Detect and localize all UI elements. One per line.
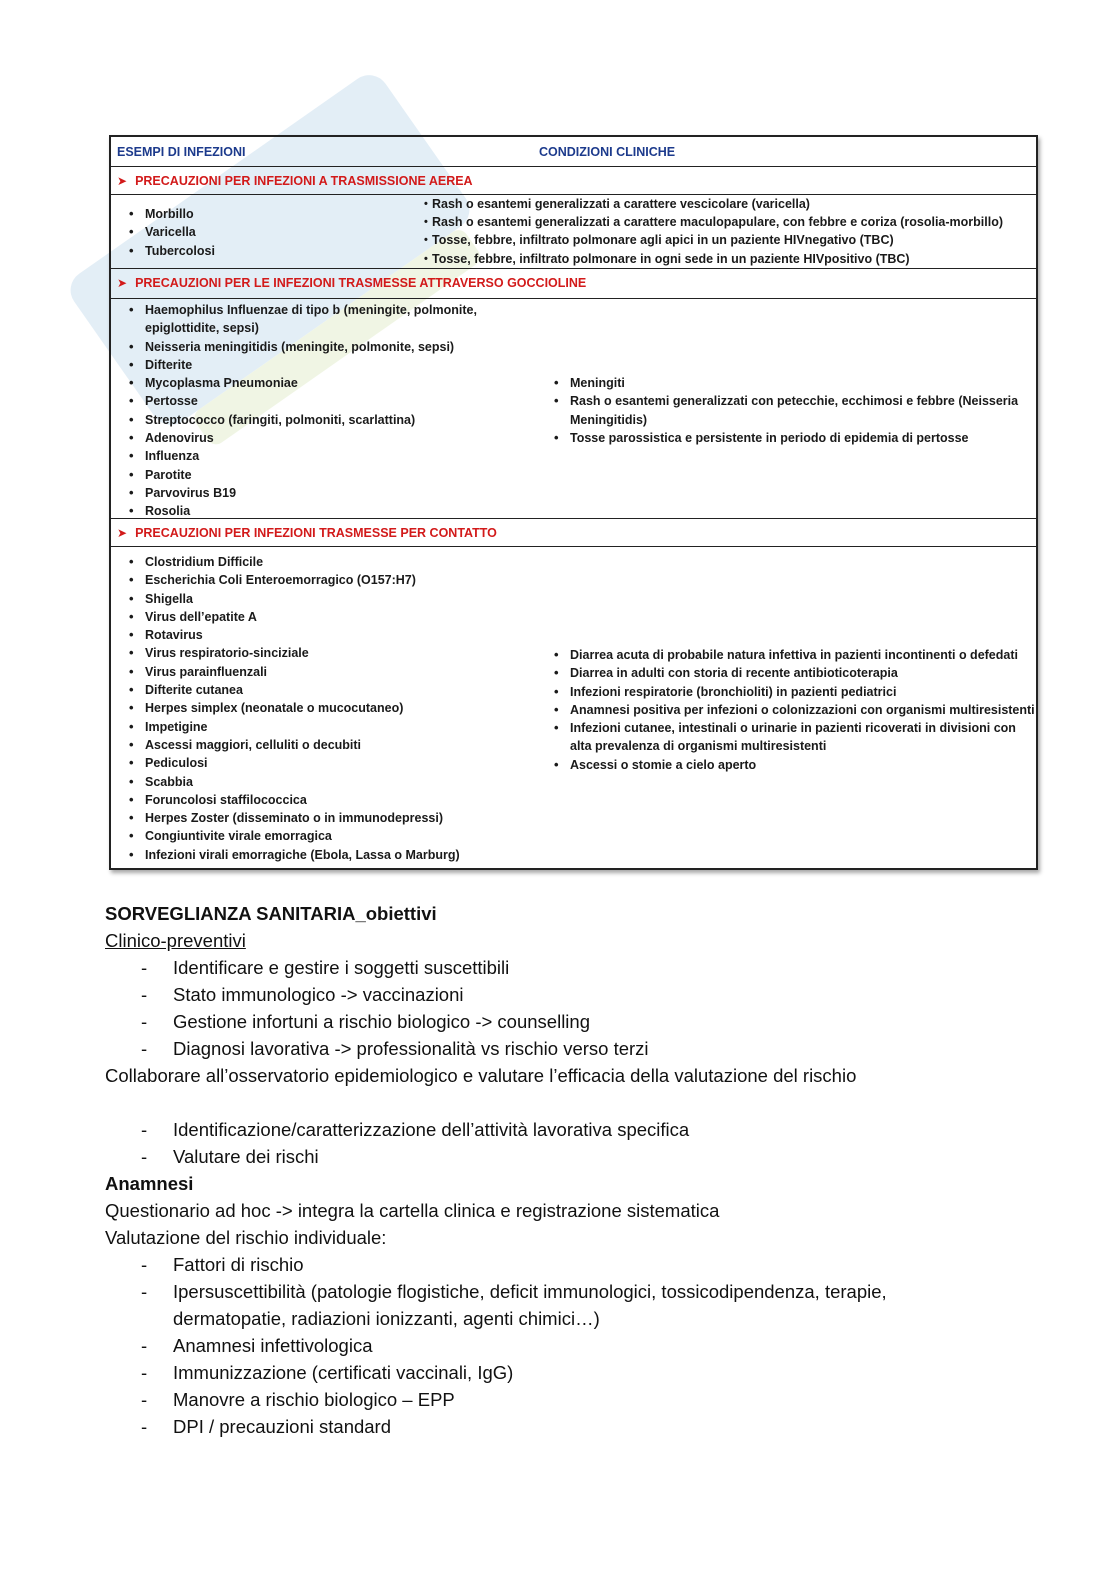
document-body	[105, 900, 1005, 1440]
paragraph: Questionario ad hoc -> integra la cartella clinica e registrazione sistematica	[105, 1200, 720, 1221]
paragraph: Valutazione del rischio individuale:	[105, 1227, 387, 1248]
list-item: • Tubercolosi	[125, 242, 215, 260]
list-item: • Influenza	[125, 447, 505, 465]
section-title-row	[111, 167, 1036, 195]
list-item: • Foruncolosi staffilococcica	[125, 791, 525, 809]
list-item: • Tosse, febbre, infiltrato polmonare agli apici in un paziente HIVnegativo (TBC)	[424, 231, 1003, 249]
list-item: • Pediculosi	[125, 754, 525, 772]
list-item: • Escherichia Coli Enteroemorragico (O157:H7)	[125, 571, 525, 589]
list-item: • Pertosse	[125, 392, 505, 410]
list-item: • Haemophilus Influenzae di tipo b (meningite, polmonite, epiglottidite, sepsi)	[125, 301, 505, 338]
paragraph: Collaborare all’osservatorio epidemiologico e valutare l’efficacia della valutazione del rischio	[105, 1065, 857, 1086]
list-item: • Streptococco (faringiti, polmoniti, scarlattina)	[125, 411, 505, 429]
list-item: • Infezioni respiratorie (bronchioliti) in pazienti pediatrici	[550, 683, 1036, 701]
list-item: • Meningiti	[550, 374, 1020, 392]
table-header-row	[111, 137, 1036, 167]
list-item: • Rash o esantemi generalizzati a carattere maculopapulare, con febbre e coriza (rosolia-morbillo)	[424, 213, 1003, 231]
infection-list	[125, 301, 505, 521]
list-item: - Identificazione/caratterizzazione dell’attività lavorativa specifica	[141, 1119, 690, 1140]
list-item: • Rash o esantemi generalizzati a carattere vescicolare (varicella)	[424, 195, 1003, 213]
list-item: • Herpes Zoster (disseminato o in immunodepressi)	[125, 809, 525, 827]
header-conditions: CONDIZIONI CLINICHE	[539, 145, 676, 159]
list-item: • Scabbia	[125, 773, 525, 791]
arrow-icon: ➤	[117, 276, 128, 290]
section-content-row	[111, 195, 1036, 269]
list-item: • Adenovirus	[125, 429, 505, 447]
subheading: Clinico-preventivi	[105, 930, 246, 951]
list-item: • Tosse, febbre, infiltrato polmonare in ogni sede in un paziente HIVpositivo (TBC)	[424, 250, 1003, 268]
list-item: • Clostridium Difficile	[125, 553, 525, 571]
condition-list	[550, 646, 1036, 774]
list-item: • Shigella	[125, 590, 525, 608]
list-item: • Ascessi o stomie a cielo aperto	[550, 756, 1036, 774]
list-item: - Valutare dei rischi	[141, 1146, 319, 1167]
list-item: • Ascessi maggiori, celluliti o decubiti	[125, 736, 525, 754]
list-item: - Stato immunologico -> vaccinazioni	[141, 984, 464, 1005]
arrow-icon: ➤	[117, 174, 128, 188]
section-content-row	[111, 547, 1036, 868]
list-item: • Tosse parossistica e persistente in periodo di epidemia di pertosse	[550, 429, 1020, 447]
list-item: - Diagnosi lavorativa -> professionalità vs rischio verso terzi	[141, 1038, 649, 1059]
list-item: • Virus dell’epatite A	[125, 608, 525, 626]
header-infections: ESEMPI DI INFEZIONI	[117, 145, 246, 159]
list-item: • Infezioni cutanee, intestinali o urinarie in pazienti ricoverati in divisioni con alta prevalenza di organismi multiresistenti	[550, 719, 1036, 756]
list-item: - Identificare e gestire i soggetti suscettibili	[141, 957, 510, 978]
list-item: • Infezioni virali emorragiche (Ebola, Lassa o Marburg)	[125, 846, 525, 864]
list-item: • Varicella	[125, 223, 215, 241]
infection-list	[125, 205, 215, 260]
section-title-row	[111, 519, 1036, 547]
list-item: - Fattori di rischio	[141, 1254, 304, 1275]
list-item: • Anamnesi positiva per infezioni o colonizzazioni con organismi multiresistenti	[550, 701, 1036, 719]
list-item: • Difterite cutanea	[125, 681, 525, 699]
list-item: • Morbillo	[125, 205, 215, 223]
arrow-icon: ➤	[117, 526, 128, 540]
list-item: • Rotavirus	[125, 626, 525, 644]
list-item: • Difterite	[125, 356, 505, 374]
section-heading-anamnesi: Anamnesi	[105, 1173, 194, 1194]
section-title: ➤ PRECAUZIONI PER INFEZIONI TRASMESSE PER CONTATTO	[117, 526, 497, 540]
list-item: • Parvovirus B19	[125, 484, 505, 502]
section-title: ➤ PRECAUZIONI PER INFEZIONI A TRASMISSIONE AEREA	[117, 174, 473, 188]
list-item: • Parotite	[125, 466, 505, 484]
condition-list	[424, 195, 1003, 268]
spacer	[105, 1089, 1005, 1116]
list-item: • Herpes simplex (neonatale o mucocutaneo)	[125, 699, 525, 717]
list-item: - Immunizzazione (certificati vaccinali, IgG)	[141, 1362, 514, 1383]
list-item: • Impetigine	[125, 718, 525, 736]
list-item: • Virus parainfluenzali	[125, 663, 525, 681]
list-item: - Anamnesi infettivologica	[141, 1335, 373, 1356]
condition-list	[550, 374, 1020, 447]
list-item: • Neisseria meningitidis (meningite, polmonite, sepsi)	[125, 338, 505, 356]
section-title-row	[111, 269, 1036, 299]
list-item: • Virus respiratorio-sinciziale	[125, 644, 525, 662]
section-title: ➤ PRECAUZIONI PER LE INFEZIONI TRASMESSE ATTRAVERSO GOCCIOLINE	[117, 276, 587, 290]
list-item: • Diarrea in adulti con storia di recente antibioticoterapia	[550, 664, 1036, 682]
list-item: - Gestione infortuni a rischio biologico -> counselling	[141, 1011, 590, 1032]
list-item: - Ipersuscettibilità (patologie flogistiche, deficit immunologici, tossicodipendenza, terapie, dermatopatie, radiazioni ionizzanti, agenti chimici…)	[141, 1281, 887, 1329]
list-item: • Congiuntivite virale emorragica	[125, 827, 525, 845]
list-item: • Diarrea acuta di probabile natura infettiva in pazienti incontinenti o defedati	[550, 646, 1036, 664]
page-heading: SORVEGLIANZA SANITARIA_obiettivi	[105, 903, 437, 924]
list-item: • Rash o esantemi generalizzati con petecchie, ecchimosi e febbre (Neisseria Meningitidis)	[550, 392, 1020, 429]
list-item: - Manovre a rischio biologico – EPP	[141, 1389, 455, 1410]
list-item: - DPI / precauzioni standard	[141, 1416, 392, 1437]
infection-list	[125, 553, 525, 864]
infection-precautions-table	[109, 135, 1038, 870]
list-item: • Mycoplasma Pneumoniae	[125, 374, 505, 392]
section-content-row	[111, 299, 1036, 519]
list-item: • Rosolia	[125, 502, 505, 520]
